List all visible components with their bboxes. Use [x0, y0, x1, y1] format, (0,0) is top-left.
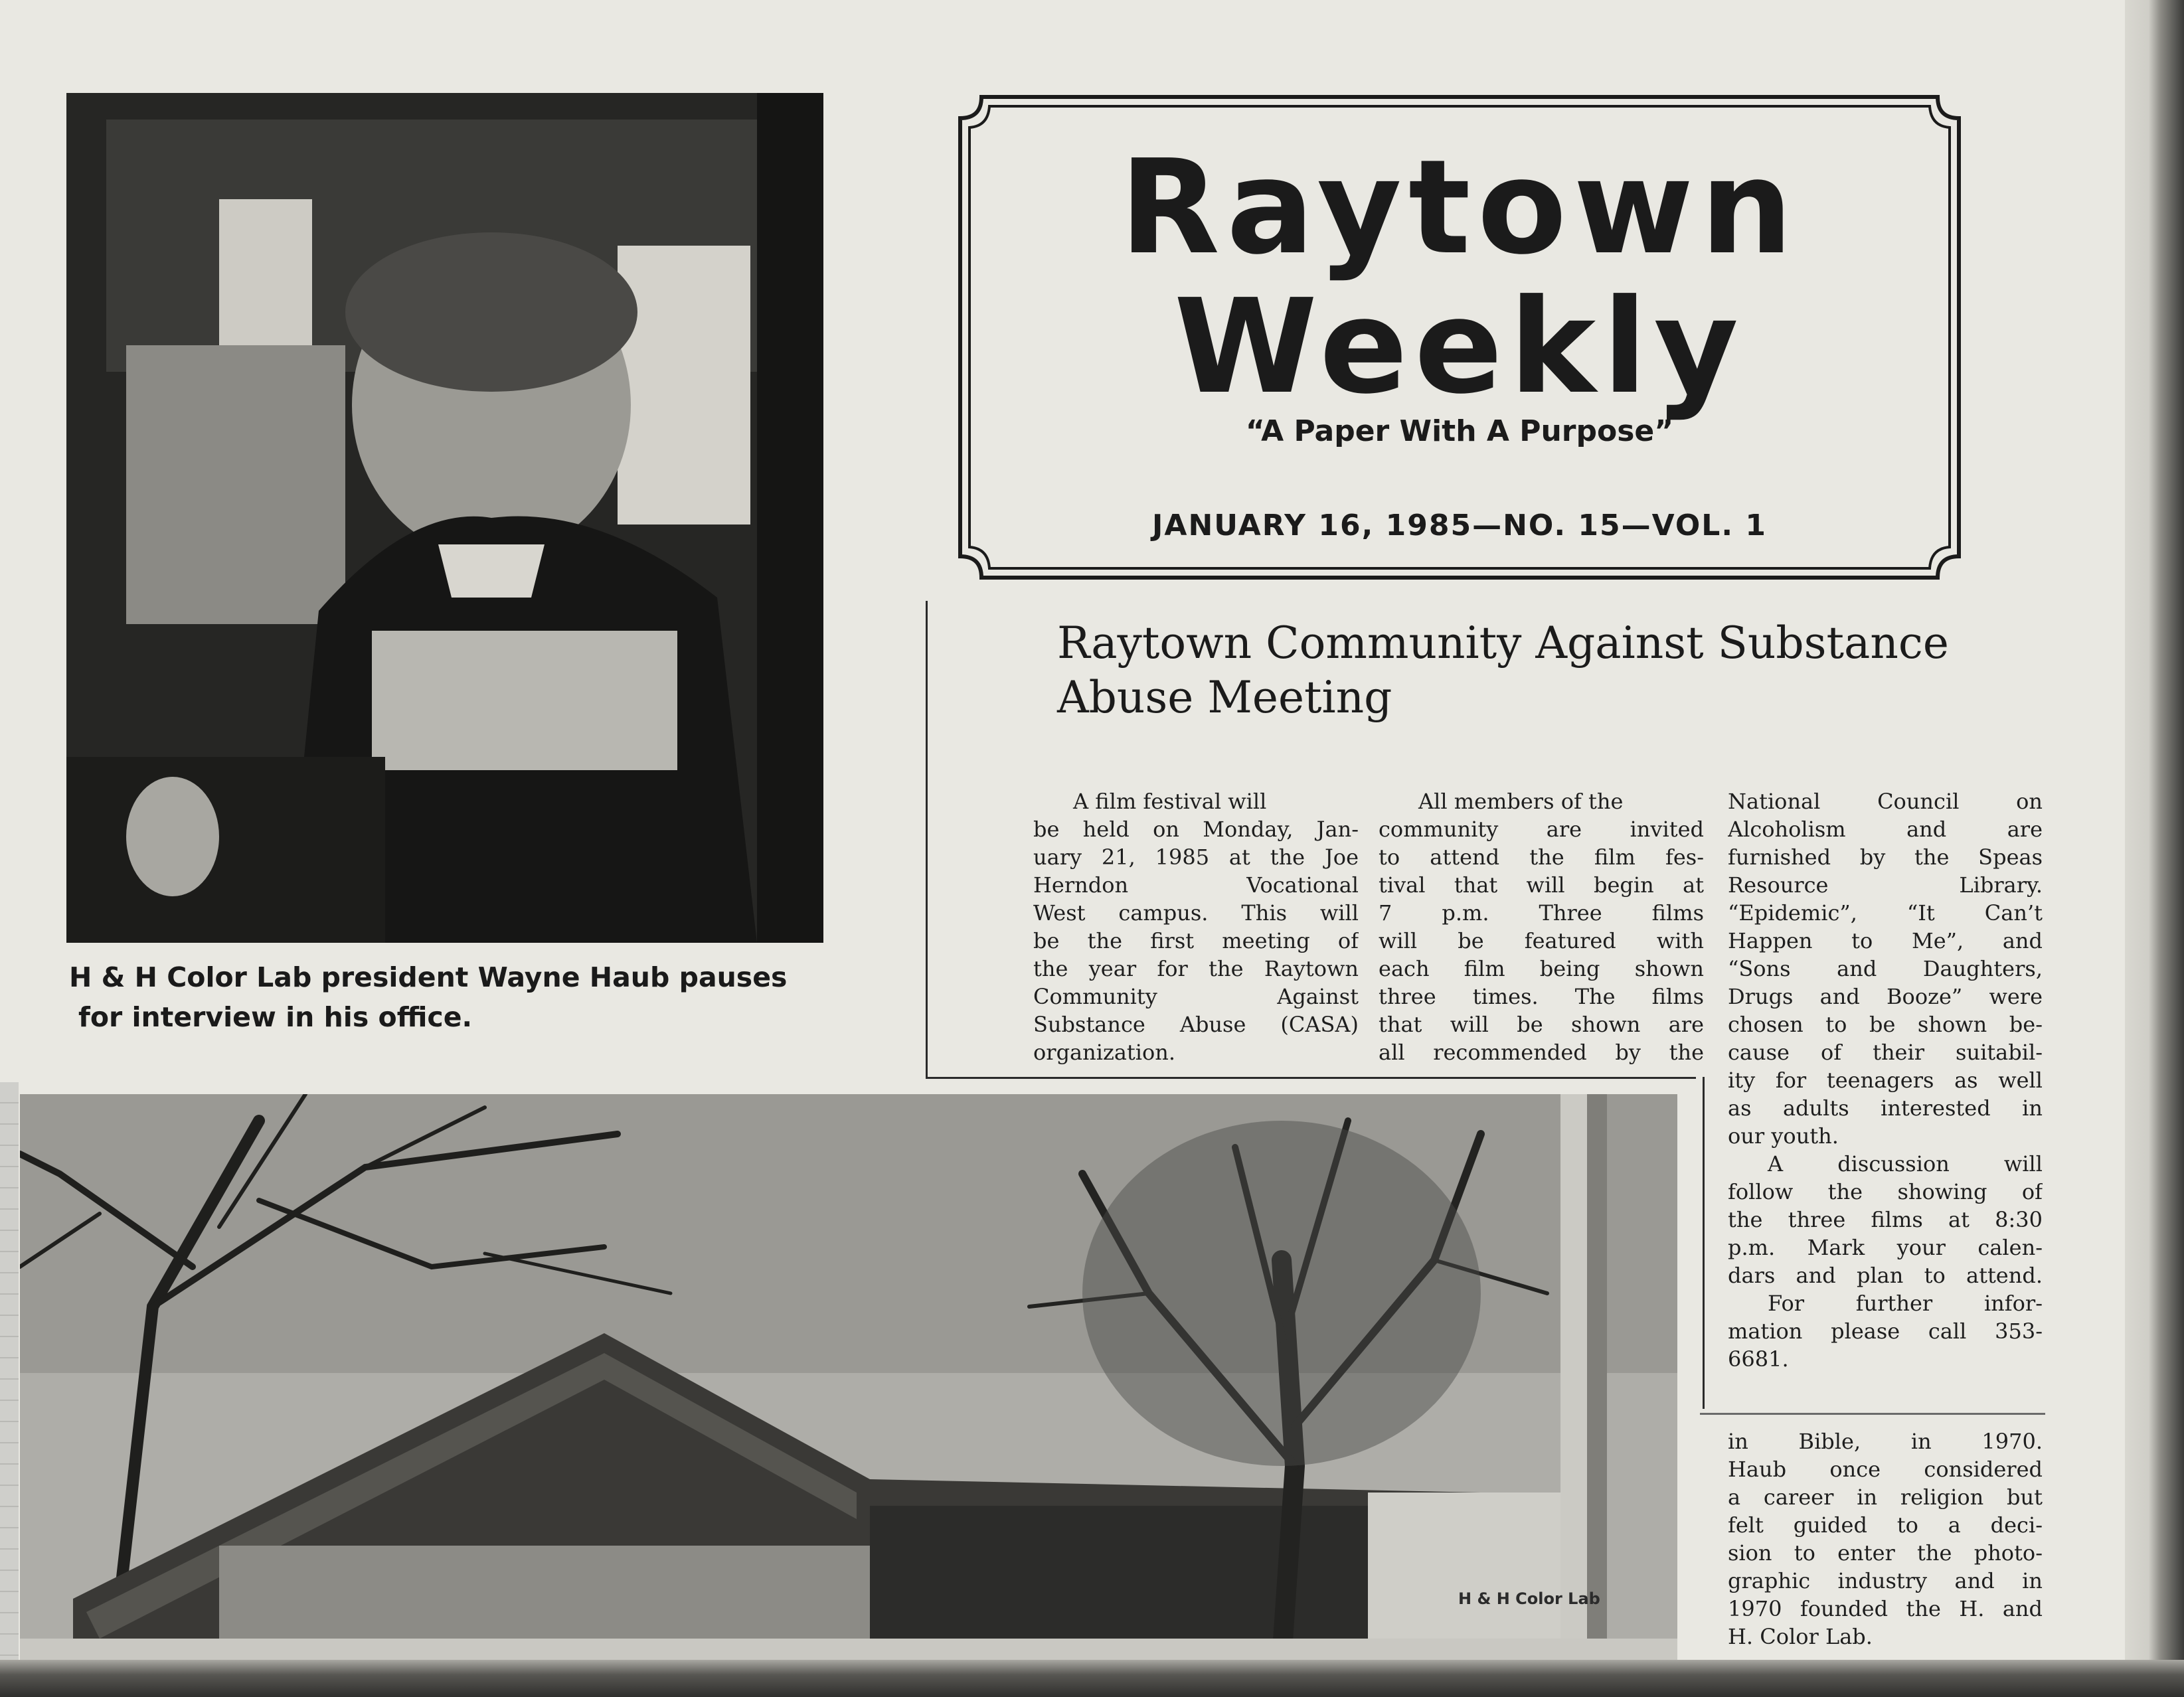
photo-caption [69, 957, 892, 1037]
text-line: in Bible, in 1970. [1728, 1429, 2043, 1454]
text-line: community are invited [1379, 817, 1704, 842]
text-line: Haub once considered [1728, 1457, 2043, 1482]
text-line: All members of the [1418, 789, 1624, 814]
scan-ruler [0, 1082, 19, 1666]
article-column-3 [1728, 787, 2043, 1373]
text-line: 7 p.m. Three films [1379, 900, 1704, 926]
headline-line-2: Abuse Meeting [1057, 672, 1392, 723]
text-line: 6681. [1728, 1346, 1789, 1372]
text-line: to attend the film fes- [1379, 845, 1704, 870]
article-column-1 [1033, 787, 1359, 1066]
text-line: furnished by the Speas [1728, 845, 2043, 870]
text-line: that will be shown are [1379, 1012, 1704, 1037]
text-line: “Epidemic”, “It Can’t [1728, 900, 2043, 926]
building-photo [20, 1094, 1677, 1660]
text-line: our youth. [1728, 1123, 1839, 1149]
text-line: cause of their suitabil- [1728, 1040, 2043, 1065]
text-line: graphic industry and in [1728, 1568, 2043, 1593]
text-line: be held on Monday, Jan- [1033, 817, 1359, 842]
portrait-photo-drawing [66, 93, 823, 943]
masthead-dateline: JANUARY 16, 1985—NO. 15—VOL. 1 [1152, 509, 1767, 542]
text-line: each film being shown [1379, 956, 1704, 981]
text-line: all recommended by the [1379, 1040, 1704, 1065]
sheet-bottom-edge [0, 1660, 2184, 1697]
text-line: organization. [1033, 1040, 1176, 1065]
text-line: will be featured with [1379, 928, 1704, 953]
text-line: Substance Abuse (CASA) [1033, 1012, 1359, 1037]
article-rule-bottom [926, 1077, 1696, 1079]
text-line: as adults interested in [1728, 1095, 2043, 1121]
text-line: follow the showing of [1728, 1179, 2043, 1204]
text-line: dars and plan to attend. [1728, 1263, 2043, 1288]
portrait-photo [66, 93, 823, 943]
text-line: Resource Library. [1728, 872, 2043, 898]
text-line: three times. The films [1379, 984, 1704, 1009]
text-line: uary 21, 1985 at the Joe [1033, 845, 1359, 870]
text-line: National Council on [1728, 789, 2043, 814]
article-column-2 [1379, 787, 1704, 1066]
text-line: H. Color Lab. [1728, 1624, 1873, 1649]
text-line: Herndon Vocational [1033, 872, 1359, 898]
text-line: Alcoholism and are [1728, 817, 2043, 842]
masthead [955, 92, 1964, 583]
text-line: the year for the Raytown [1033, 956, 1359, 981]
text-line: chosen to be shown be- [1728, 1012, 2043, 1037]
text-line: felt guided to a deci- [1728, 1512, 2043, 1538]
text-line: tival that will begin at [1379, 872, 1704, 898]
text-line: “Sons and Daughters, [1728, 956, 2043, 981]
building-sign: H & H Color Lab [1458, 1589, 1600, 1608]
text-line: a career in religion but [1728, 1485, 2043, 1510]
continued-story-column [1728, 1427, 2043, 1651]
text-line: 1970 founded the H. and [1728, 1596, 2043, 1621]
text-line: p.m. Mark your calen- [1728, 1235, 2043, 1260]
masthead-title-line-1: Raytown [1120, 132, 1800, 283]
masthead-slogan: “A Paper With A Purpose” [1245, 414, 1674, 448]
text-line: Happen to Me”, and [1728, 928, 2043, 953]
text-line: Community Against [1033, 984, 1359, 1009]
article-rule-left [926, 601, 928, 1079]
article-headline [1057, 616, 2027, 725]
text-line: mation please call 353- [1728, 1319, 2043, 1344]
building-photo-drawing [20, 1094, 1677, 1660]
text-line: West campus. This will [1033, 900, 1359, 926]
text-line: Drugs and Booze” were [1728, 984, 2043, 1009]
sheet-right-edge [2125, 0, 2184, 1697]
masthead-title-line-2: Weekly [1173, 272, 1746, 423]
text-line: A film festival will [1073, 789, 1267, 814]
text-line: sion to enter the photo- [1728, 1540, 2043, 1566]
column-rule [1703, 1077, 1705, 1409]
headline-line-1: Raytown Community Against Substance [1057, 617, 1949, 669]
text-line: ity for teenagers as well [1728, 1068, 2043, 1093]
caption-line-1: H & H Color Lab president Wayne Haub pauses [69, 961, 788, 993]
continuation-rule [1700, 1413, 2045, 1415]
text-line: the three films at 8:30 [1728, 1207, 2043, 1232]
text-line: be the first meeting of [1033, 928, 1359, 953]
text-line: A discussion will [1768, 1151, 2043, 1176]
text-line: For further infor- [1768, 1291, 2043, 1316]
caption-line-2: for interview in his office. [78, 1001, 473, 1033]
